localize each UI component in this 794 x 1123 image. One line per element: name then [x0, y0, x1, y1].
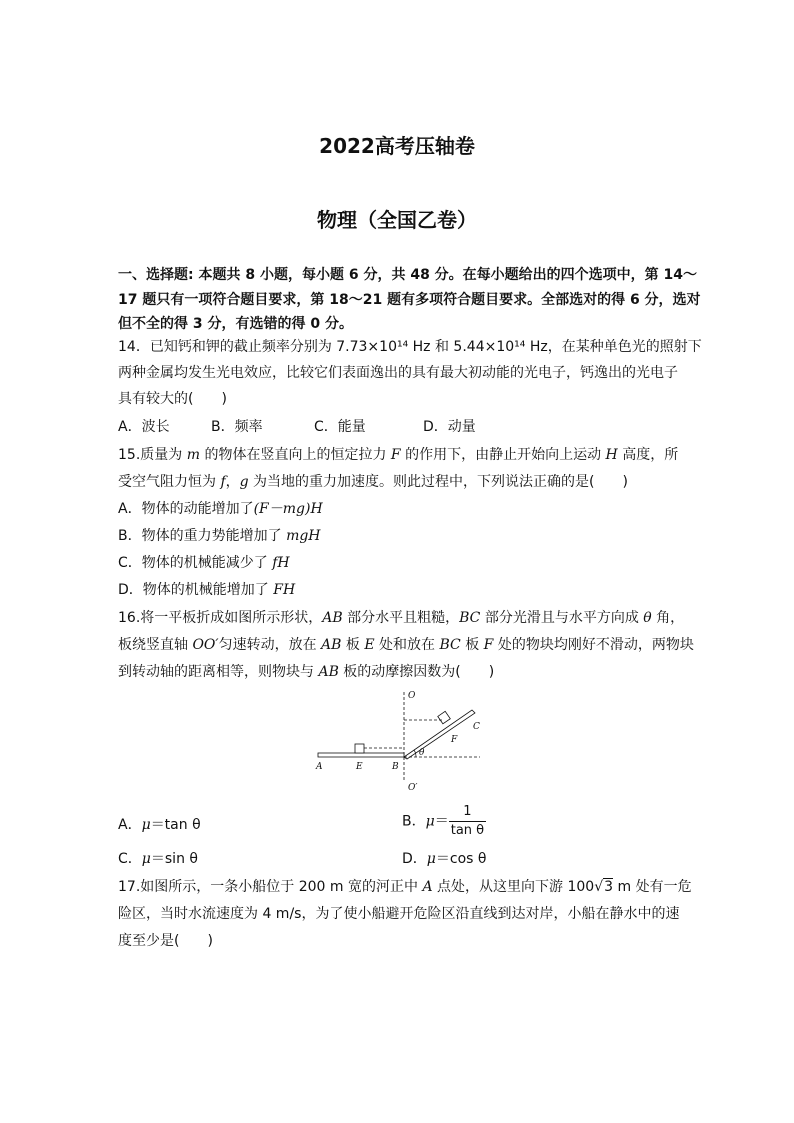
- q14-option-c: C．能量: [314, 419, 366, 435]
- q14-option-a: A．波长: [118, 419, 170, 435]
- q17-line-1: 17.如图所示，一条小船位于 200 m 宽的河正中 A 点处，从这里向下游 100√3 m 处有一危: [118, 879, 692, 895]
- section-instructions-line-1: 一、选择题: 本题共 8 小题，每小题 6 分，共 48 分。在每小题给出的四个选项中，第 14～: [118, 267, 698, 283]
- q15-option-c: C．物体的机械能减少了 fH: [118, 555, 290, 571]
- page-title: 2022高考压轴卷: [319, 134, 475, 158]
- q16-option-b: B．μ＝ $\frac{1}{\text{tan θ}}$: [402, 804, 485, 838]
- q17-line-2: 险区，当时水流速度为 4 m/s，为了使小船避开危险区沿直线到达对岸，小船在静水中的速: [118, 906, 680, 922]
- q15-option-d: D．物体的机械能增加了 FH: [118, 582, 296, 598]
- label-o-prime: O′: [408, 783, 418, 793]
- q16-line-2: 板绕竖直轴 OO′匀速转动，放在 AB 板 E 处和放在 BC 板 F 处的物块均刚好不滑动，两物块: [118, 637, 694, 653]
- section-instructions-line-3: 但不全的得 3 分，有选错的得 0 分。: [118, 316, 353, 332]
- q14-option-b: B．频率: [211, 419, 263, 435]
- q15-option-a: A．物体的动能增加了(F－mg)H: [118, 501, 323, 517]
- q16-figure-rotating-board: [310, 682, 490, 794]
- block-f: [438, 711, 451, 724]
- label-theta: θ: [419, 748, 425, 758]
- q15-line-1: 15.质量为 m 的物体在竖直向上的恒定拉力 F 的作用下，由静止开始向上运动 H 高度，所: [118, 447, 679, 463]
- q15-option-b: B．物体的重力势能增加了 mgH: [118, 528, 321, 544]
- q16-option-a: A．μ＝tan θ: [118, 817, 201, 833]
- q17-line-3: 度至少是( ): [118, 933, 213, 949]
- label-a: A: [316, 762, 323, 772]
- block-e: [355, 744, 364, 753]
- sqrt-symbol: √: [594, 879, 604, 895]
- q16-line-1: 16.将一平板折成如图所示形状，AB 部分水平且粗糙，BC 部分光滑且与水平方向成 θ 角，: [118, 610, 685, 626]
- label-o: O: [408, 691, 416, 701]
- label-f: F: [451, 735, 458, 745]
- section-instructions-line-2: 17 题只有一项符合题目要求，第 18～21 题有多项符合题目要求。全部选对的得 6 分，选对: [118, 292, 701, 308]
- label-c: C: [473, 722, 480, 732]
- label-b: B: [392, 762, 399, 772]
- q14-line-2: 两种金属均发生光电效应，比较它们表面逸出的具有最大初动能的光电子，钙逸出的光电子: [118, 365, 678, 381]
- label-e: E: [356, 762, 363, 772]
- q15-line-2: 受空气阻力恒为 f，g 为当地的重力加速度。则此过程中，下列说法正确的是( ): [118, 474, 628, 490]
- q14-line-1: 14．已知钙和钾的截止频率分别为 7.73×10¹⁴ Hz 和 5.44×10¹⁴ Hz，在某种单色光的照射下: [118, 339, 702, 355]
- q16-option-c: C．μ＝sin θ: [118, 851, 198, 867]
- q14-line-3: 具有较大的( ): [118, 391, 227, 407]
- q16-line-3: 到转动轴的距离相等，则物块与 AB 板的动摩擦因数为( ): [118, 664, 495, 680]
- plate-ab: [318, 753, 404, 757]
- fraction: $\frac{1}{\text{tan θ}}$: [450, 804, 485, 838]
- page-subtitle: 物理（全国乙卷）: [317, 208, 477, 232]
- q14-option-d: D．动量: [423, 419, 476, 435]
- q16-option-d: D．μ＝cos θ: [402, 851, 487, 867]
